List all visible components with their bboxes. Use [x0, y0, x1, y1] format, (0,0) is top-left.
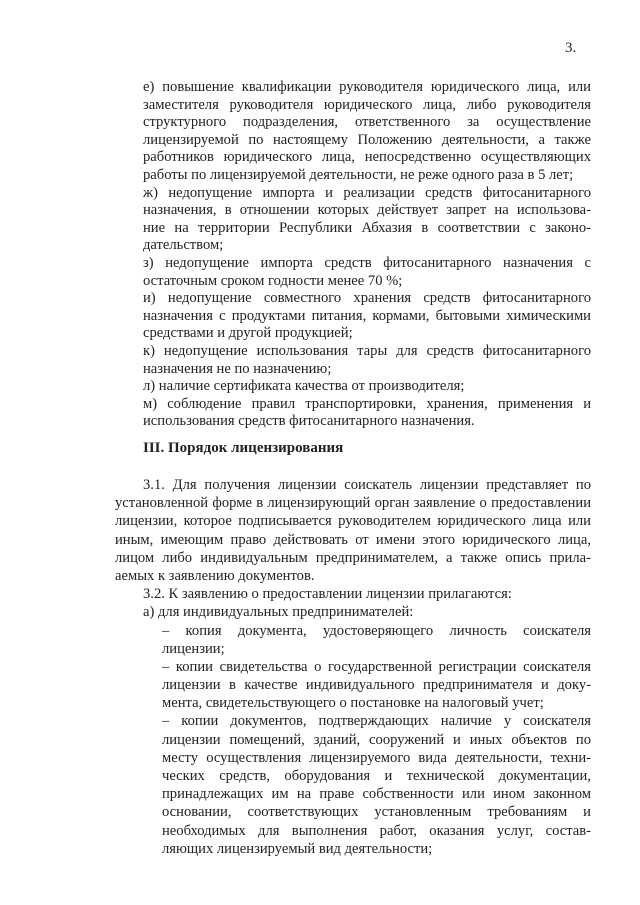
text-line: заместителя руководителя юридического лица, либо руководителя — [143, 96, 591, 113]
paragraph — [115, 585, 591, 603]
text-line: м) соблюдение правил транспортировки, хранения, применения и — [143, 395, 591, 412]
text-line: основании, соответствующих установленным требованиям и — [162, 804, 591, 821]
text-line: иным, имеющим право действовать от имени этого юридического лица, — [115, 531, 591, 548]
section-heading: III. Порядок лицензирования — [143, 440, 344, 456]
list-item — [115, 290, 591, 343]
text-line: месту осуществления лицензируемого вида деятельности, техни- — [162, 749, 591, 766]
page-number: 3. — [565, 40, 577, 56]
text-line: структурного подразделения, ответственного за осуществление — [143, 114, 591, 131]
text-line: назначения с продуктами питания, кормами, бытовыми химическими — [143, 307, 591, 324]
list-item — [115, 79, 591, 185]
text-line: средствами и другой продукцией; — [143, 325, 353, 342]
text-line: работников юридического лица, непосредственно осуществляющих — [143, 149, 591, 166]
licensing-procedure-text — [115, 476, 591, 858]
text-line: лицензии в качестве индивидуального предпринимателя и доку- — [162, 677, 591, 694]
text-line: ляющих лицензируемый вид деятельности; — [162, 840, 433, 857]
text-line: использования средств фитосанитарного назначения. — [143, 413, 475, 430]
text-line: 3.2. К заявлению о предоставлении лицензии прилагаются: — [143, 586, 512, 603]
text-line: мента, свидетельствующего о постановке на налоговый учет; — [162, 695, 544, 712]
text-line: лицензии; — [162, 640, 225, 657]
text-line: е) повышение квалификации руководителя юридического лица, или — [143, 79, 591, 95]
text-line: ж) недопущение импорта и реализации средств фитосанитарного — [143, 184, 591, 201]
text-line: работы по лицензируемой деятельности, не реже одного раза в 5 лет; — [143, 166, 574, 183]
text-line: назначения, в отношении которых действует запрет на использова- — [143, 202, 591, 219]
dash-list-item — [115, 712, 591, 858]
text-line: необходимых для выполнения работ, оказания услуг, состав- — [162, 822, 591, 839]
text-line: – копии документов, подтверждающих наличие у соискателя — [162, 713, 591, 730]
list-item — [115, 343, 591, 378]
text-line: лицензии помещений, зданий, сооружений и иных объектов по — [162, 731, 591, 748]
dash-list-item — [115, 658, 591, 713]
text-line: и) недопущение совместного хранения средств фитосанитарного — [143, 290, 591, 307]
text-line: – копии свидетельства о государственной регистрации соискателя — [162, 658, 591, 675]
text-line: принадлежащих им на праве собственности или ином законном — [162, 786, 591, 803]
text-line: ческих средств, оборудования и технической документации, — [162, 768, 591, 784]
list-item — [115, 378, 591, 396]
list-item — [115, 255, 591, 290]
list-item — [115, 396, 591, 431]
dash-list-item — [115, 622, 591, 658]
text-line: лицензии, которое подписывается руководителем юридического лица или — [115, 513, 591, 530]
text-line: дательством; — [143, 237, 224, 254]
text-line: аемых к заявлению документов. — [115, 567, 315, 584]
text-line: назначения не по назначению; — [143, 360, 332, 377]
paragraph — [115, 603, 591, 621]
paragraph — [115, 476, 591, 585]
text-line: установленной форме в лицензирующий орган заявление о предоставлении — [115, 495, 591, 512]
text-line: остаточным сроком годности менее 70 %; — [143, 272, 403, 289]
text-line: л) наличие сертификата качества от производителя; — [143, 378, 465, 395]
text-line: ние на территории Республики Абхазия в соответствии с законо- — [143, 219, 591, 236]
text-line: а) для индивидуальных предпринимателей: — [143, 604, 414, 621]
text-line: к) недопущение использования тары для средств фитосанитарного — [143, 342, 591, 359]
text-line: лицензируемой по настоящему Положению деятельности, а также — [143, 131, 591, 148]
text-line: лицом либо индивидуальным предпринимателем, а также опись прила- — [115, 549, 591, 566]
text-line: – копия документа, удостоверяющего личность соискателя — [162, 622, 591, 639]
text-line: 3.1. Для получения лицензии соискатель лицензии представляет по — [143, 477, 591, 493]
list-item — [115, 185, 591, 255]
requirements-list — [115, 79, 591, 431]
text-line: з) недопущение импорта средств фитосанитарного назначения с — [143, 254, 591, 271]
